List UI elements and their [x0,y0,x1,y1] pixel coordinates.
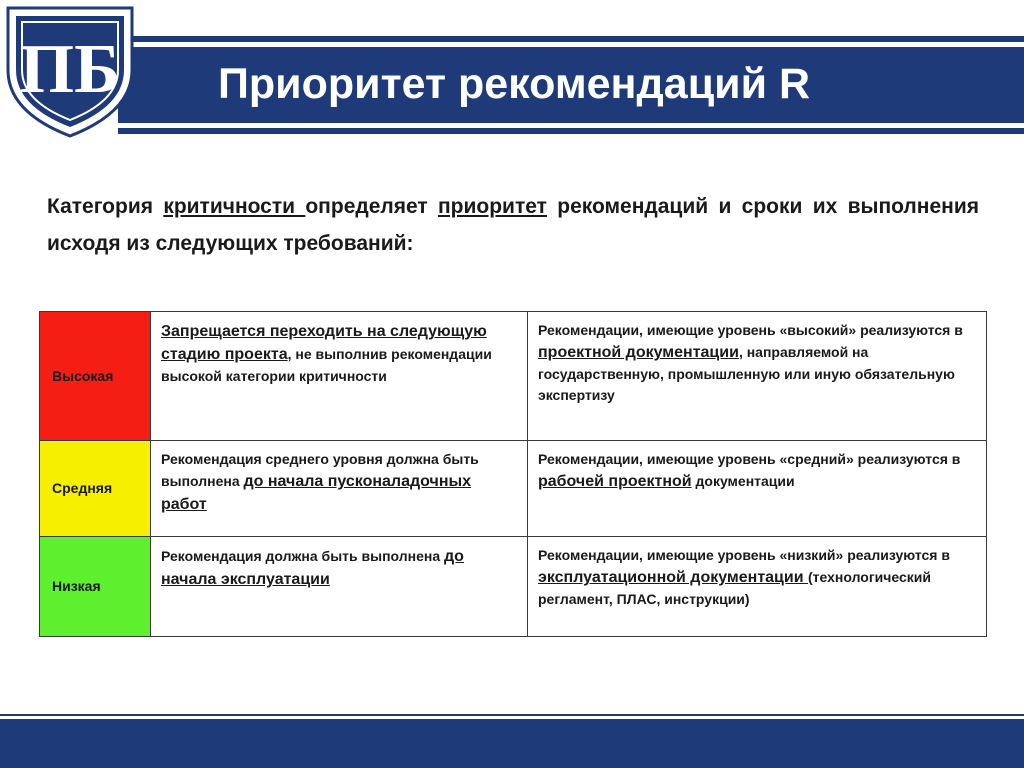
category-label: Высокая [52,367,114,384]
implementation-emph: проектной документации [538,344,739,361]
requirement-emph: до начала эксплуатации [161,548,464,588]
requirement-emph: Запрещается переходить на следующую стадию проекта [161,323,487,363]
category-label: Средняя [52,480,113,496]
shield-logo-icon [0,0,140,140]
category-cell-low [40,537,151,637]
intro-text-1: Категория [47,195,164,218]
implementation-pre: Рекомендации, имеющие уровень «средний» реализуются в [538,451,961,467]
table-row [40,441,987,537]
logo-lettering: ПБ [19,31,121,108]
requirement-rest: , не выполнив рекомендации высокой категории критичности [161,346,492,384]
implementation-rest: (технологический регламент, ПЛАС, инструкции) [538,569,932,607]
implementation-cell [528,537,987,637]
header-bottom-stripe [118,128,1024,134]
intro-emph-priority: приоритет [437,195,547,218]
requirement-cell [151,537,528,637]
requirement-pre: Рекомендация среднего уровня должна быть выполнена [161,451,479,489]
footer-stripe [0,714,1024,716]
category-cell-medium [40,441,151,537]
footer-band [0,719,1024,768]
implementation-rest: , направляемой на государственную, промышленную или иную обязательную экспертизу [538,344,955,403]
implementation-cell [528,312,987,441]
intro-emph-criticality: критичности [163,195,306,218]
requirement-pre: Рекомендация должна быть выполнена [161,548,444,564]
requirement-emph: до начала пусконаладочных работ [161,473,472,513]
implementation-pre: Рекомендации, имеющие уровень «низкий» реализуются в [538,547,950,563]
implementation-emph: рабочей проектной [538,473,692,490]
implementation-emph: эксплуатационной документации [538,569,809,586]
implementation-cell [528,441,987,537]
implementation-rest: документации [691,473,795,489]
intro-text-3: рекомендаций и сроки их выполнения исходя из следующих требований: [47,195,979,255]
table-row [40,537,987,637]
header-top-stripe [118,36,1024,42]
priority-table [39,311,987,637]
requirement-cell [151,312,528,441]
table-row [40,312,987,441]
category-cell-high [40,312,151,441]
implementation-pre: Рекомендации, имеющие уровень «высокий» реализуются в [538,322,963,338]
category-label: Низкая [52,578,101,594]
intro-text-2: определяет [305,195,438,218]
requirement-cell [151,441,528,537]
intro-paragraph [47,188,979,262]
page-title: Приоритет рекомендаций R [218,60,811,108]
